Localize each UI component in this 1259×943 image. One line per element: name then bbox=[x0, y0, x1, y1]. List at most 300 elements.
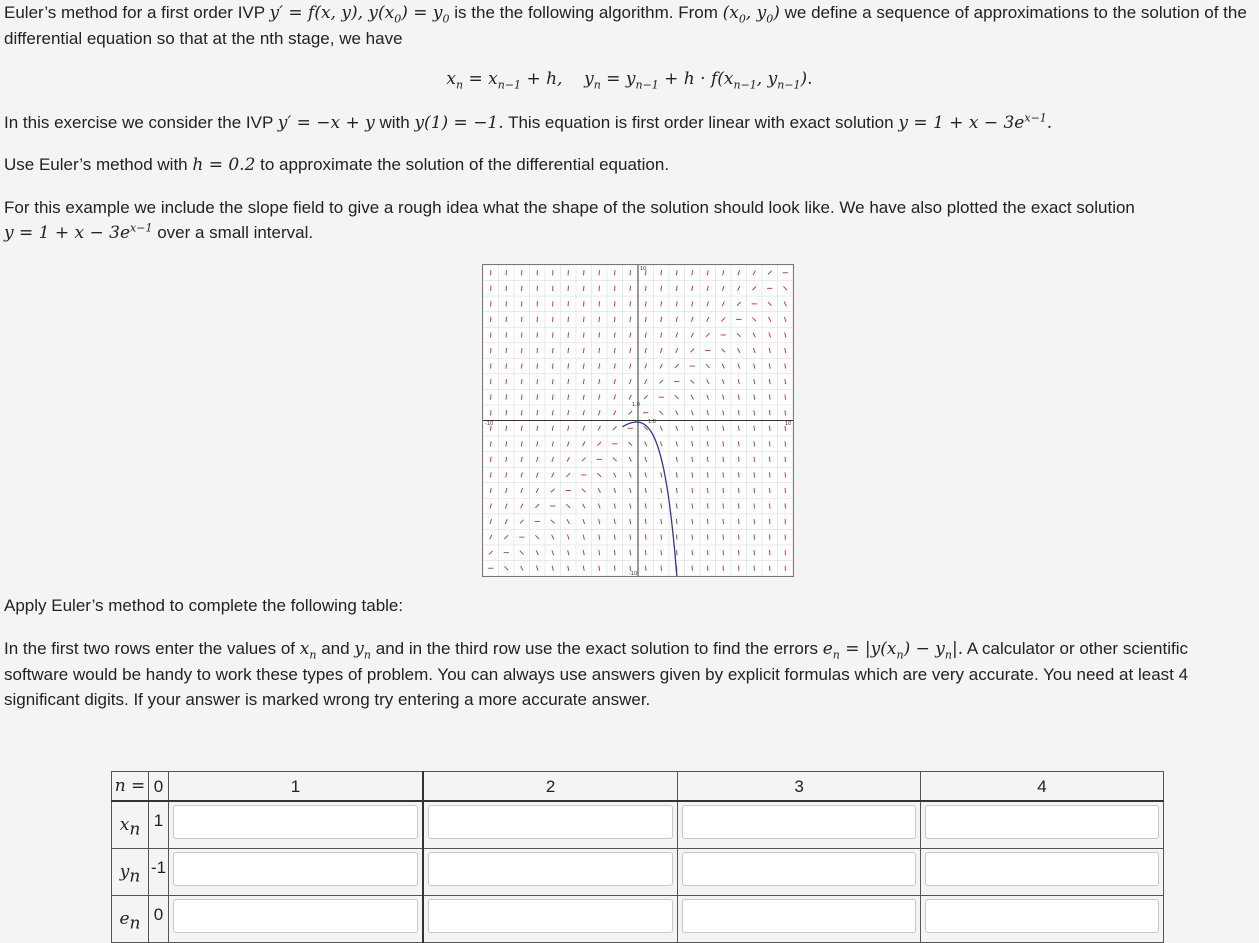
slope-arrow bbox=[613, 426, 617, 430]
tick-label-bottom: -10 bbox=[629, 571, 637, 576]
slope-arrow bbox=[645, 332, 646, 337]
slope-arrow bbox=[568, 395, 569, 400]
slope-arrow bbox=[645, 472, 646, 477]
slope-arrow bbox=[722, 286, 724, 291]
slope-arrow bbox=[630, 535, 631, 540]
slope-arrow bbox=[645, 348, 646, 353]
row-sym: x bbox=[120, 815, 130, 835]
slope-field-plot bbox=[482, 264, 794, 577]
slope-arrow bbox=[535, 504, 539, 508]
slope-arrow bbox=[706, 333, 710, 337]
slope-arrow bbox=[738, 426, 739, 431]
slope-arrow bbox=[645, 364, 647, 369]
slope-arrow bbox=[769, 395, 770, 400]
instructions-text-1: In the first two rows enter the values of bbox=[4, 639, 295, 658]
slope-arrow bbox=[630, 364, 631, 369]
slope-arrow bbox=[490, 441, 491, 446]
slope-arrow bbox=[676, 333, 678, 338]
slope-arrow bbox=[707, 503, 708, 508]
slope-arrow bbox=[707, 441, 708, 446]
slope-arrow bbox=[520, 551, 524, 555]
slope-arrow bbox=[661, 472, 662, 477]
eq-xn: x bbox=[446, 69, 456, 89]
slope-arrow bbox=[738, 270, 740, 275]
slope-arrow bbox=[660, 426, 662, 431]
slope-arrow bbox=[784, 302, 786, 307]
slope-arrow bbox=[707, 457, 708, 462]
eq-xn-rhs-2: + h, bbox=[521, 69, 562, 89]
slope-arrow bbox=[536, 550, 538, 555]
slope-arrow bbox=[536, 488, 538, 493]
use-text-1: Use Euler’s method with bbox=[4, 155, 188, 174]
slope-arrow bbox=[552, 550, 554, 555]
sub: n bbox=[896, 648, 903, 661]
slope-arrow bbox=[614, 348, 615, 353]
slope-arrow bbox=[583, 364, 584, 369]
slope-arrow bbox=[551, 489, 555, 493]
slope-arrow bbox=[521, 379, 522, 384]
slope-arrow bbox=[568, 550, 569, 555]
slope-arrow bbox=[567, 519, 569, 524]
slope-arrow bbox=[659, 380, 663, 384]
table-row-en bbox=[112, 896, 1164, 943]
slope-arrow bbox=[630, 286, 631, 291]
slope-arrow bbox=[614, 332, 615, 337]
slope-arrow bbox=[769, 441, 770, 446]
slope-arrow bbox=[692, 301, 693, 306]
slope-arrow bbox=[754, 410, 755, 415]
slope-arrow bbox=[690, 349, 694, 353]
slope-arrow bbox=[754, 395, 755, 400]
slope-arrow bbox=[505, 504, 507, 509]
slope-arrow bbox=[583, 395, 584, 400]
slope-arrow bbox=[661, 488, 662, 493]
slope-arrow bbox=[520, 520, 524, 524]
slope-arrow bbox=[552, 348, 553, 353]
slope-arrow bbox=[752, 286, 756, 290]
slope-arrow bbox=[785, 395, 786, 400]
slope-arrow bbox=[645, 519, 646, 524]
slope-arrow bbox=[568, 426, 569, 431]
row-sub: n bbox=[129, 866, 140, 886]
slope-arrow bbox=[692, 270, 693, 275]
euler-table bbox=[111, 771, 1164, 943]
slope-arrow bbox=[645, 301, 646, 306]
slope-arrow bbox=[785, 410, 786, 415]
e3-input[interactable] bbox=[682, 899, 916, 933]
slope-arrow bbox=[707, 317, 709, 322]
slope-arrow bbox=[723, 270, 724, 275]
slope-arrow bbox=[630, 348, 631, 353]
slope-arrow bbox=[723, 441, 724, 446]
slope-arrow bbox=[676, 457, 677, 462]
slope-arrow bbox=[753, 270, 755, 275]
x1-input[interactable] bbox=[173, 805, 418, 839]
intro-paragraph bbox=[4, 0, 1256, 51]
sub: 0 bbox=[766, 12, 773, 25]
slope-arrow bbox=[551, 520, 555, 524]
slope-arrow bbox=[676, 270, 677, 275]
col-header-4: 4 bbox=[921, 772, 1164, 802]
n-equals: = bbox=[126, 776, 146, 796]
slope-arrow bbox=[614, 488, 616, 493]
slope-arrow bbox=[661, 301, 662, 306]
slope-arrow bbox=[629, 457, 631, 462]
slope-arrow bbox=[490, 504, 491, 509]
slope-arrow bbox=[661, 535, 662, 540]
slope-arrow bbox=[630, 301, 631, 306]
slope-arrow bbox=[598, 488, 600, 493]
slope-arrow bbox=[645, 317, 646, 322]
slope-arrow bbox=[552, 566, 553, 571]
slope-arrow bbox=[583, 317, 584, 322]
cell bbox=[423, 849, 678, 896]
intro-text-2: is the the following algorithm. From bbox=[454, 3, 718, 22]
slope-arrow bbox=[630, 503, 631, 508]
slope-arrow bbox=[692, 457, 693, 462]
slope-arrow bbox=[614, 364, 615, 369]
slope-arrow bbox=[676, 317, 677, 322]
slope-arrow bbox=[505, 519, 507, 524]
slope-arrow bbox=[707, 410, 708, 415]
y3-input[interactable] bbox=[682, 852, 916, 886]
slope-arrow bbox=[583, 379, 584, 384]
slope-arrow bbox=[537, 426, 538, 431]
slope-arrow bbox=[521, 457, 522, 462]
slope-arrow bbox=[753, 348, 755, 353]
slope-arrow bbox=[583, 348, 584, 353]
row-sym: e bbox=[119, 909, 129, 929]
slope-arrow bbox=[521, 488, 523, 493]
slope-arrow bbox=[754, 441, 755, 446]
eq-yn: y bbox=[584, 69, 594, 89]
slope-arrow bbox=[723, 457, 724, 462]
slope-arrow bbox=[645, 488, 646, 493]
slope-arrow bbox=[599, 364, 600, 369]
slope-arrow bbox=[504, 566, 508, 570]
y4-input[interactable] bbox=[925, 852, 1159, 886]
slope-arrow bbox=[676, 426, 678, 431]
slope-arrow bbox=[630, 488, 631, 493]
intro-text-3: we define a sequence of approximations to the solution of the differential equation so that at the nth stage, we have bbox=[4, 3, 1247, 48]
slope-text-2: over a small interval. bbox=[157, 223, 313, 242]
slope-arrow bbox=[768, 271, 772, 275]
sub: 0 bbox=[394, 12, 401, 25]
apply-paragraph bbox=[4, 593, 1256, 618]
initial-condition: y(1) = −1. bbox=[414, 113, 503, 133]
slope-arrow bbox=[583, 426, 585, 431]
slope-arrow bbox=[568, 332, 569, 337]
slope-arrow bbox=[691, 333, 693, 338]
slope-arrow bbox=[567, 535, 569, 540]
slope-arrow bbox=[737, 333, 741, 337]
slope-arrow bbox=[614, 473, 616, 478]
period: . bbox=[1047, 113, 1052, 133]
col-header-3: 3 bbox=[678, 772, 921, 802]
slope-arrow bbox=[645, 503, 646, 508]
slope-arrow bbox=[707, 395, 709, 400]
slope-arrow bbox=[723, 472, 724, 477]
ivp-math: y′ = f(x, y), y(x bbox=[270, 3, 395, 23]
slope-arrow bbox=[599, 332, 600, 337]
slope-arrow bbox=[583, 410, 584, 415]
slope-arrow bbox=[552, 441, 553, 446]
sub: n−1 bbox=[733, 78, 756, 91]
e4-input[interactable] bbox=[925, 899, 1159, 933]
slope-arrow bbox=[644, 395, 648, 399]
x4-input[interactable] bbox=[925, 805, 1159, 839]
slope-arrow bbox=[614, 379, 615, 384]
use-text-2: to approximate the solution of the differential equation. bbox=[260, 155, 669, 174]
slope-arrow bbox=[738, 348, 740, 353]
slope-arrow bbox=[753, 333, 755, 338]
slope-arrow bbox=[675, 395, 679, 399]
eq-xn-rhs: = x bbox=[463, 69, 498, 89]
sub: 0 bbox=[443, 12, 450, 25]
x2-input[interactable] bbox=[428, 805, 673, 839]
slope-arrow bbox=[521, 566, 523, 571]
slope-arrow bbox=[599, 348, 600, 353]
err-2: = |y(x bbox=[840, 639, 897, 659]
slope-arrow bbox=[769, 317, 771, 322]
err-3: ) − y bbox=[904, 639, 945, 659]
slope-arrow bbox=[582, 489, 586, 493]
slope-arrow bbox=[645, 535, 646, 540]
slope-arrow bbox=[490, 488, 491, 493]
start-point bbox=[723, 3, 780, 23]
slope-arrow bbox=[537, 395, 538, 400]
slope-arrow bbox=[583, 332, 584, 337]
slope-arrow bbox=[691, 317, 693, 322]
slope-arrow bbox=[506, 441, 507, 446]
slope-arrow bbox=[614, 550, 615, 555]
slope-arrow bbox=[738, 364, 740, 369]
row-label-xn bbox=[112, 801, 149, 849]
slope-arrow bbox=[676, 441, 677, 446]
slope-arrow bbox=[785, 364, 786, 369]
slope-arrow bbox=[707, 301, 709, 306]
slope-arrow bbox=[692, 503, 693, 508]
sub: n bbox=[833, 648, 840, 661]
slope-arrow bbox=[521, 410, 522, 415]
slope-arrow bbox=[597, 473, 601, 477]
slope-arrow bbox=[552, 457, 554, 462]
cell bbox=[921, 896, 1164, 943]
slope-arrow bbox=[769, 333, 771, 338]
y1-input[interactable] bbox=[173, 852, 418, 886]
e2-input[interactable] bbox=[428, 899, 673, 933]
slope-arrow bbox=[504, 535, 508, 539]
sub: n−1 bbox=[498, 78, 521, 91]
exercise-paragraph bbox=[4, 110, 1256, 136]
error-formula bbox=[823, 639, 963, 659]
row-label-yn bbox=[112, 849, 149, 896]
slope-arrow bbox=[723, 395, 724, 400]
table-header-row bbox=[112, 772, 1164, 802]
slope-arrow bbox=[738, 441, 739, 446]
slope-arrow bbox=[490, 519, 492, 524]
slope-arrow bbox=[490, 472, 491, 477]
slope-arrow bbox=[599, 519, 600, 524]
slope-arrow bbox=[676, 488, 677, 493]
start-math: (x bbox=[723, 3, 739, 23]
slope-arrow bbox=[521, 472, 522, 477]
slope-arrow bbox=[536, 566, 538, 571]
table-row-xn bbox=[112, 801, 1164, 849]
slope-arrow bbox=[769, 426, 770, 431]
slope-arrow bbox=[599, 395, 600, 400]
use-paragraph bbox=[4, 152, 1256, 178]
slope-arrow bbox=[738, 286, 740, 291]
slope-arrow bbox=[676, 286, 677, 291]
eq-yn-rhs-4: ). bbox=[801, 69, 813, 89]
slope-arrow bbox=[645, 550, 646, 555]
slope-arrow bbox=[661, 332, 662, 337]
cell bbox=[169, 896, 424, 943]
exact-solution-base: y = 1 + x − 3e bbox=[898, 113, 1024, 133]
slope-arrow bbox=[645, 566, 646, 571]
exact-solution-curve bbox=[623, 422, 678, 576]
slope-arrow bbox=[552, 379, 553, 384]
slope-arrow bbox=[598, 426, 600, 431]
cell bbox=[169, 801, 424, 849]
and-text: and bbox=[321, 639, 349, 658]
slope-arrow bbox=[721, 318, 725, 322]
slope-arrow bbox=[738, 472, 739, 477]
intro-text-1: Euler’s method for a first order IVP bbox=[4, 3, 265, 22]
slope-arrow bbox=[706, 364, 710, 368]
row-sub: n bbox=[129, 819, 140, 839]
eq-yn-rhs-3: , y bbox=[757, 69, 777, 89]
cell bbox=[921, 801, 1164, 849]
slope-arrow bbox=[490, 410, 491, 415]
slope-arrow bbox=[552, 410, 553, 415]
slope-arrow bbox=[738, 379, 739, 384]
slope-arrow bbox=[537, 379, 538, 384]
slope-arrow bbox=[599, 301, 600, 306]
slope-arrow bbox=[661, 317, 662, 322]
sub: n−1 bbox=[777, 78, 800, 91]
e1-input[interactable] bbox=[173, 899, 418, 933]
tick-label-top: 10 bbox=[640, 266, 646, 272]
col-header-2: 2 bbox=[423, 772, 678, 802]
slope-arrow bbox=[676, 519, 677, 524]
slope-arrow bbox=[599, 379, 600, 384]
slope-arrow bbox=[692, 426, 693, 431]
slope-arrow bbox=[707, 426, 708, 431]
instructions-text-2: and in the third row use the exact solution to find the errors bbox=[376, 639, 818, 658]
slope-arrow bbox=[568, 566, 569, 571]
sub: n bbox=[309, 648, 316, 661]
tick-label-origin-y: 1.0 bbox=[632, 402, 640, 408]
slope-arrow bbox=[599, 535, 600, 540]
slope-arrow bbox=[614, 535, 615, 540]
slope-arrow bbox=[568, 348, 569, 353]
eq-yn-rhs-2: + h · f(x bbox=[659, 69, 734, 89]
sub: n bbox=[364, 648, 371, 661]
exercise-text-2: with bbox=[379, 113, 409, 132]
slope-arrow bbox=[707, 286, 708, 291]
slope-arrow bbox=[552, 426, 553, 431]
sub: n bbox=[594, 78, 601, 91]
slope-arrow bbox=[723, 410, 724, 415]
slope-arrow bbox=[630, 332, 631, 337]
slope-arrow bbox=[552, 473, 554, 478]
slope-arrow bbox=[661, 286, 662, 291]
slope-arrow bbox=[629, 472, 631, 477]
sub: n bbox=[945, 648, 952, 661]
slope-arrow bbox=[785, 332, 786, 337]
ivp-formula bbox=[270, 3, 450, 23]
slope-arrow bbox=[690, 380, 694, 384]
slope-arrow bbox=[768, 302, 772, 306]
n-label-cell bbox=[112, 772, 149, 802]
slope-arrow bbox=[583, 566, 584, 571]
slope-arrow bbox=[521, 504, 523, 509]
apply-text: Apply Euler’s method to complete the following table: bbox=[4, 596, 403, 615]
slope-arrow bbox=[614, 566, 615, 571]
cell bbox=[921, 849, 1164, 896]
slope-arrow bbox=[536, 472, 538, 477]
err-4: |. bbox=[952, 639, 963, 659]
table-row-yn bbox=[112, 849, 1164, 896]
slope-arrow bbox=[645, 441, 647, 446]
slope-arrow bbox=[738, 395, 739, 400]
x3-input[interactable] bbox=[682, 805, 916, 839]
slope-arrow bbox=[785, 379, 786, 384]
slope-arrow bbox=[645, 457, 647, 462]
slope-arrow bbox=[692, 488, 693, 493]
slope-arrow bbox=[660, 348, 662, 353]
slope-arrow bbox=[752, 318, 756, 322]
slope-arrow bbox=[738, 457, 739, 462]
slope-arrow bbox=[599, 566, 600, 571]
n-label: n bbox=[115, 776, 126, 796]
euler-equation bbox=[0, 67, 1259, 92]
slope-arrow bbox=[738, 410, 739, 415]
tick-label-right: 10 bbox=[785, 421, 791, 427]
slope-arrow bbox=[722, 379, 724, 384]
slope-arrow bbox=[599, 550, 600, 555]
slope-arrow bbox=[552, 363, 553, 368]
cell bbox=[678, 849, 921, 896]
xn-symbol bbox=[300, 639, 317, 659]
row-sub: n bbox=[130, 913, 141, 933]
slope-arrow bbox=[645, 379, 647, 384]
start-math-2: , y bbox=[746, 3, 766, 23]
slope-arrow bbox=[660, 364, 662, 369]
slope-arrow bbox=[692, 519, 693, 524]
slope-arrow bbox=[567, 441, 569, 446]
slope-arrow bbox=[661, 270, 662, 275]
slope-arrow bbox=[598, 410, 600, 415]
slope-arrow bbox=[630, 519, 631, 524]
slope-arrow bbox=[537, 410, 538, 415]
sub: n bbox=[456, 78, 463, 91]
slope-arrow bbox=[785, 348, 786, 353]
slope-arrow bbox=[597, 442, 601, 446]
slope-arrow bbox=[506, 457, 507, 462]
slope-arrow bbox=[566, 504, 570, 508]
y2-input[interactable] bbox=[428, 852, 673, 886]
yn-base: y bbox=[354, 639, 364, 659]
slope-arrow bbox=[630, 550, 631, 555]
slope-arrow bbox=[769, 348, 770, 353]
slope-arrow bbox=[552, 395, 553, 400]
slope-arrow bbox=[506, 426, 507, 431]
exponent: x−1 bbox=[1024, 111, 1046, 124]
slope-arrow bbox=[629, 379, 631, 384]
